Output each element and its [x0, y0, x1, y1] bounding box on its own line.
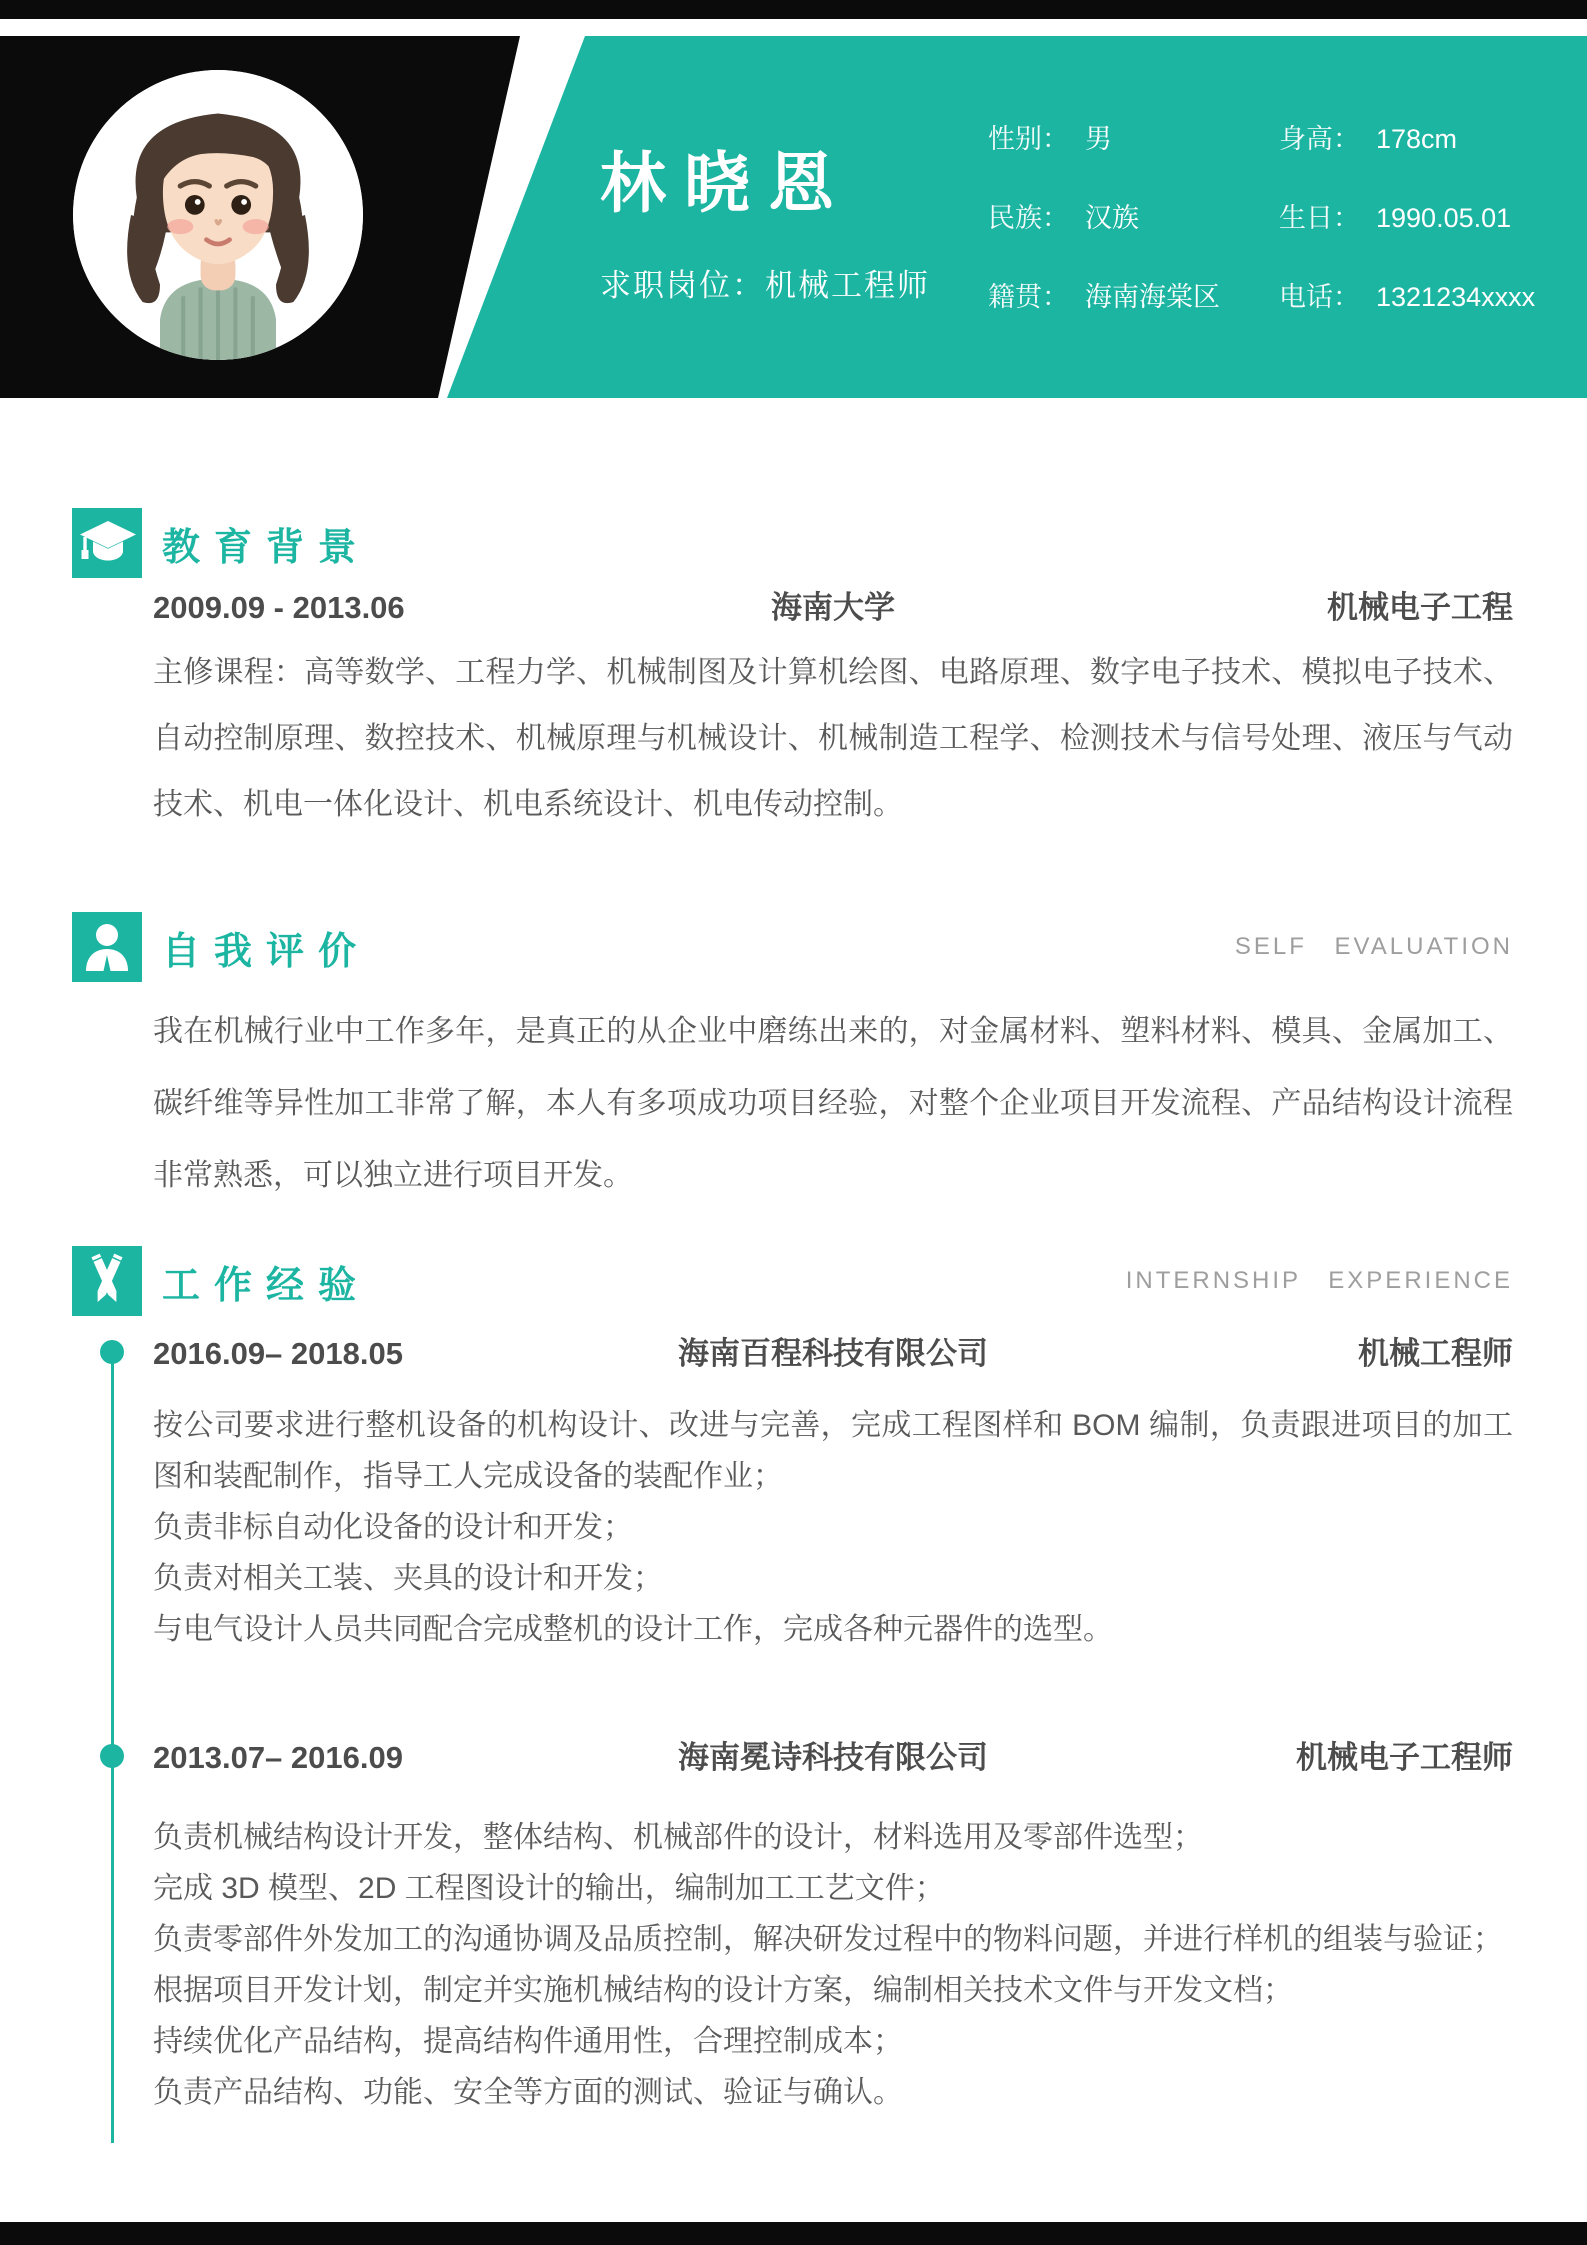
timeline-dot-job1 — [100, 1340, 124, 1364]
personal-info-grid — [988, 126, 1535, 311]
education-period: 2009.09 - 2013.06 — [153, 590, 405, 625]
job2-desc-line: 根据项目开发计划，制定并实施机械结构的设计方案，编制相关技术文件与开发文档； — [153, 1974, 1293, 2007]
job1-header-row — [153, 1336, 1513, 1372]
job1-description — [153, 1400, 1513, 1655]
info-phone — [1279, 284, 1535, 311]
job2-header-row — [153, 1740, 1513, 1776]
info-birthday-label: 生日： — [1279, 203, 1360, 233]
info-gender — [988, 126, 1279, 153]
self-evaluation-text: 我在机械行业中工作多年，是真正的从企业中磨练出来的，对金属材料、塑料材料、模具、金属加工、碳纤维等异性加工非常了解，本人有多项成功项目经验，对整个企业项目开发流程、产品结构设计流程非常熟悉，可以独立进行项目开发。 — [153, 1015, 1513, 1192]
candidate-name: 林晓恩 — [600, 146, 852, 220]
job1-company: 海南百程科技有限公司 — [677, 1336, 988, 1371]
job1-desc-line: 负责非标自动化设备的设计和开发； — [153, 1511, 633, 1544]
info-gender-value: 男 — [1085, 124, 1112, 154]
avatar-illustration — [73, 70, 363, 360]
avatar — [73, 70, 363, 360]
top-black-strip — [0, 0, 1587, 19]
self-evaluation-section-header — [72, 912, 1513, 982]
job1-desc-line: 负责对相关工装、夹具的设计和开发； — [153, 1562, 663, 1595]
info-birthday — [1279, 205, 1535, 232]
info-birthday-value: 1990.05.01 — [1376, 203, 1512, 233]
self-evaluation-section-title: 自我评价 — [162, 930, 371, 973]
job2-description — [153, 1812, 1513, 2118]
info-hometown-label: 籍贯： — [988, 282, 1069, 312]
crossed-pencils-icon — [72, 1246, 142, 1316]
job2-role: 机械电子工程师 — [1295, 1740, 1513, 1775]
graduation-cap-icon — [72, 508, 142, 578]
info-phone-value: 1321234xxxx — [1376, 282, 1536, 312]
target-position: 求职岗位：机械工程师 — [600, 268, 930, 303]
info-gender-label: 性别： — [988, 124, 1069, 154]
job2-company: 海南冕诗科技有限公司 — [677, 1740, 988, 1775]
self-evaluation-subtitle: SELF EVALUATION — [1234, 933, 1513, 960]
person-icon — [72, 912, 142, 982]
info-height-value: 178cm — [1376, 124, 1458, 154]
education-section-title: 教育背景 — [162, 526, 371, 569]
education-section-header — [72, 508, 1513, 578]
info-height-label: 身高： — [1279, 124, 1360, 154]
info-hometown-value: 海南海棠区 — [1085, 282, 1220, 312]
education-school: 海南大学 — [770, 590, 895, 625]
job2-desc-line: 完成 3D 模型、2D 工程图设计的输出，编制加工工艺文件； — [153, 1872, 945, 1905]
education-courses: 主修课程：高等数学、工程力学、机械制图及计算机绘图、电路原理、数字电子技术、模拟电子技术、自动控制原理、数控技术、机械原理与机械设计、机械制造工程学、检测技术与信号处理、液压与气动技术、机电一体化设计、机电系统设计、机电传动控制。 — [153, 656, 1513, 821]
job1-desc-line: 按公司要求进行整机设备的机构设计、改进与完善，完成工程图样和 BOM 编制，负责跟进项目的加工图和装配制作，指导工人完成设备的装配作业； — [153, 1409, 1513, 1493]
job1-role: 机械工程师 — [1357, 1336, 1513, 1371]
job2-desc-line: 持续优化产品结构，提高结构件通用性，合理控制成本； — [153, 2025, 903, 2058]
info-height — [1279, 126, 1535, 153]
info-ethnicity-label: 民族： — [988, 203, 1069, 233]
job2-desc-line: 负责机械结构设计开发，整体结构、机械部件的设计，材料选用及零部件选型； — [153, 1821, 1203, 1854]
header-band — [0, 36, 1587, 398]
education-entry-row — [153, 590, 1513, 626]
job2-desc-line: 负责零部件外发加工的沟通协调及品质控制，解决研发过程中的物料问题，并进行样机的组装与验证； — [153, 1923, 1503, 1956]
work-section-header — [72, 1246, 1513, 1316]
timeline-dot-job2 — [100, 1744, 124, 1768]
footer-black-strip — [0, 2222, 1587, 2245]
job2-desc-line: 负责产品结构、功能、安全等方面的测试、验证与确认。 — [153, 2076, 903, 2109]
info-ethnicity — [988, 205, 1279, 232]
info-hometown — [988, 284, 1279, 311]
job2-period: 2013.07– 2016.09 — [153, 1740, 403, 1775]
work-section-subtitle: INTERNSHIP EXPERIENCE — [1125, 1267, 1513, 1294]
job1-period: 2016.09– 2018.05 — [153, 1336, 403, 1371]
work-section-title: 工作经验 — [162, 1264, 371, 1307]
education-major: 机械电子工程 — [1326, 590, 1513, 625]
job1-desc-line: 与电气设计人员共同配合完成整机的设计工作，完成各种元器件的选型。 — [153, 1613, 1113, 1646]
info-phone-label: 电话： — [1279, 282, 1360, 312]
info-ethnicity-value: 汉族 — [1085, 203, 1139, 233]
